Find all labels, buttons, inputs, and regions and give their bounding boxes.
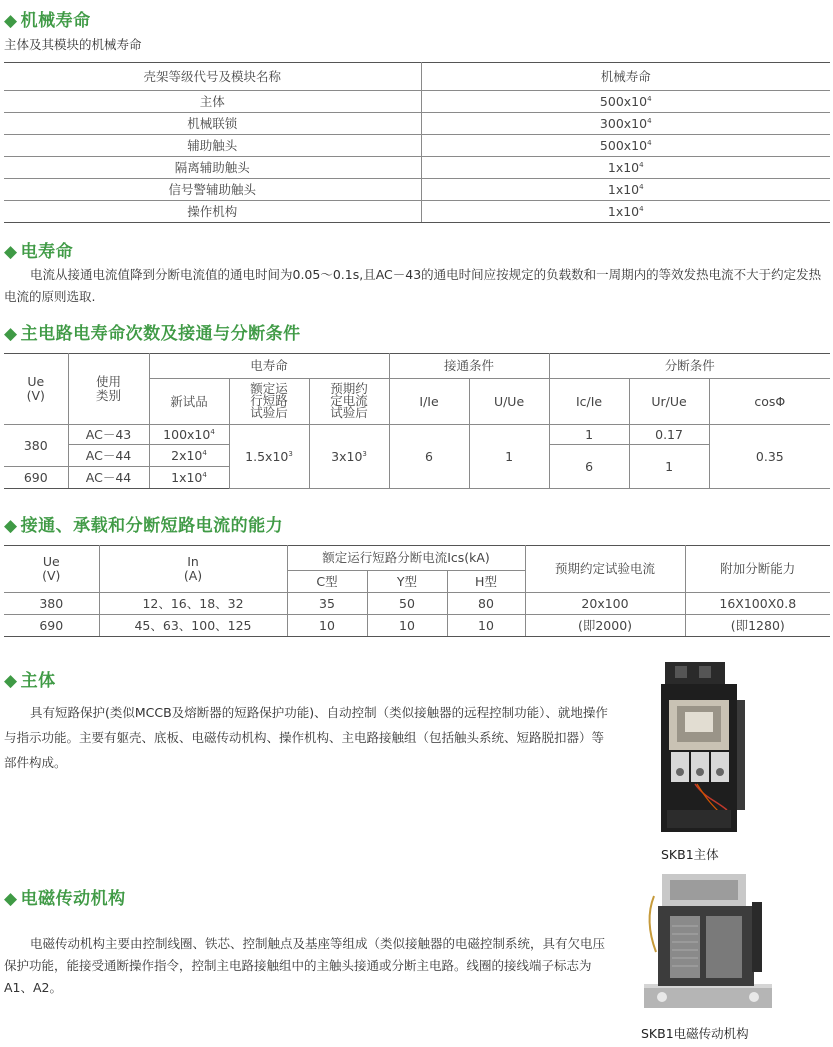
- header-cell-c: C型: [287, 571, 367, 593]
- table-cell: AC－44: [68, 467, 149, 489]
- table-cell: 20x100: [525, 593, 685, 615]
- skb1-em-drive-caption: SKB1电磁传动机构: [641, 1026, 749, 1041]
- skb1-em-drive-image: [640, 866, 780, 1016]
- section-title-main-circuit-life: ◆ 主电路电寿命次数及接通与分断条件: [4, 324, 301, 344]
- table-cell: $1x10^4$: [421, 201, 830, 223]
- table-row: [4, 113, 830, 135]
- table-cell: $1x10^4$: [421, 179, 830, 201]
- table-cell: 1: [469, 425, 549, 489]
- skb1-em-drive-illustration: [640, 866, 780, 1016]
- main-circuit-life-table: [4, 353, 830, 489]
- section-title-short-circuit: ◆ 接通、承载和分断短路电流的能力: [4, 516, 284, 536]
- elec-life-text: 电流从接通电流值降到分断电流值的通电时间为0.05～0.1s,且AC－43的通电时间应按规定的负载数和一周期内的等效发热电流不大于约定发热电流的原则选取.: [4, 267, 822, 304]
- header-cell-additional: 附加分断能力: [685, 546, 830, 593]
- table-cell: 380: [4, 425, 68, 467]
- header-cell-life: 电寿命: [149, 354, 389, 379]
- table-cell: 信号警辅助触头: [4, 179, 421, 201]
- table-row: [4, 615, 830, 637]
- header-cell-urue: Ur/Ue: [629, 379, 709, 425]
- header-cell-in: In (A): [99, 546, 287, 593]
- header-cell-ue: Ue (V): [4, 354, 68, 425]
- table-cell: 6: [549, 445, 629, 489]
- table-cell: $100x10^4$: [149, 425, 229, 445]
- table-cell: $1x10^4$: [421, 157, 830, 179]
- section-title-mech-life: ◆ 机械寿命: [4, 11, 91, 31]
- table-cell: $500x10^4$: [421, 135, 830, 157]
- table-cell: $1x10^4$: [149, 467, 229, 489]
- table-cell: $500x10^4$: [421, 91, 830, 113]
- table-cell: 690: [4, 467, 68, 489]
- table-cell: $300x10^4$: [421, 113, 830, 135]
- table-header-row: [4, 354, 830, 379]
- skb1-body-image: [655, 660, 755, 838]
- header-cell-icie: Ic/Ie: [549, 379, 629, 425]
- diamond-bullet-icon: ◆: [4, 671, 18, 691]
- table-row: [4, 91, 830, 113]
- mech-life-subtitle: 主体及其模块的机械寿命: [4, 37, 142, 52]
- table-cell: (即1280): [685, 615, 830, 637]
- diamond-bullet-icon: ◆: [4, 11, 18, 31]
- table-row: [4, 201, 830, 223]
- header-cell-ue: Ue (V): [4, 546, 99, 593]
- table-cell: AC－44: [68, 445, 149, 467]
- short-circuit-table: [4, 545, 830, 637]
- table-cell: (即2000): [525, 615, 685, 637]
- table-cell: 操作机构: [4, 201, 421, 223]
- diamond-bullet-icon: ◆: [4, 242, 18, 262]
- table-cell: 1: [549, 425, 629, 445]
- table-cell: 0.17: [629, 425, 709, 445]
- table-cell: AC－43: [68, 425, 149, 445]
- table-cell: 35: [287, 593, 367, 615]
- header-cell-prospective: 预期约 定电流 试验后: [309, 379, 389, 425]
- table-cell: $2x10^4$: [149, 445, 229, 467]
- em-drive-description: 电磁传动机构主要由控制线圈、铁芯、控制触点及基座等组成（类似接触器的电磁控制系统，具有欠电压保护功能，能接受通断操作指令，控制主电路接触组中的主触头接通或分断主电路。线圈的接线端子标志为A1、A2。: [4, 936, 606, 995]
- section-title-body: ◆ 主体: [4, 671, 56, 691]
- table-cell: 80: [447, 593, 525, 615]
- section-title-elec-life: ◆ 电寿命: [4, 242, 74, 262]
- header-cell-h: H型: [447, 571, 525, 593]
- table-cell: $3x10^3$: [309, 425, 389, 489]
- table-cell: 隔离辅助触头: [4, 157, 421, 179]
- table-cell: 12、16、18、32: [99, 593, 287, 615]
- skb1-body-caption: SKB1主体: [661, 847, 719, 862]
- table-cell: 辅助触头: [4, 135, 421, 157]
- table-header-row: [4, 63, 830, 91]
- table-cell: 690: [4, 615, 99, 637]
- table-row: [4, 593, 830, 615]
- mech-life-table: [4, 62, 830, 223]
- header-cell-y: Y型: [367, 571, 447, 593]
- table-cell: 45、63、100、125: [99, 615, 287, 637]
- table-cell: $1.5x10^3$: [229, 425, 309, 489]
- diamond-bullet-icon: ◆: [4, 889, 18, 909]
- header-cell-break: 分断条件: [549, 354, 830, 379]
- skb1-body-illustration: [655, 660, 755, 838]
- table-cell: 50: [367, 593, 447, 615]
- body-description: 具有短路保护(类似MCCB及熔断器的短路保护功能)、自动控制（类似接触器的远程控制功能）、就地操作与指示功能。主要有躯壳、底板、电磁传动机构、操作机构、主电路接触组（包括触头系统、短路脱扣器）等部件构成。: [4, 705, 608, 770]
- header-cell-prospective: 预期约定试验电流: [525, 546, 685, 593]
- table-row: [4, 179, 830, 201]
- header-cell-ics: 额定运行短路分断电流Ics(kA): [287, 546, 525, 571]
- table-cell: 主体: [4, 91, 421, 113]
- table-cell: 10: [287, 615, 367, 637]
- header-cell-new: 新试品: [149, 379, 229, 425]
- header-cell-ile: I/Ie: [389, 379, 469, 425]
- section-title-em-drive: ◆ 电磁传动机构: [4, 889, 126, 909]
- table-cell: 16X100X0.8: [685, 593, 830, 615]
- header-cell-category: 使用 类别: [68, 354, 149, 425]
- header-cell-make: 接通条件: [389, 354, 549, 379]
- header-cell-cos: cosΦ: [709, 379, 830, 425]
- header-cell-rated: 额定运 行短路 试验后: [229, 379, 309, 425]
- table-cell: 10: [447, 615, 525, 637]
- table-cell: 380: [4, 593, 99, 615]
- diamond-bullet-icon: ◆: [4, 324, 18, 344]
- table-row: [4, 135, 830, 157]
- table-cell: 6: [389, 425, 469, 489]
- table-row: [4, 157, 830, 179]
- header-cell: 壳架等级代号及模块名称: [4, 63, 421, 91]
- table-cell: 0.35: [709, 425, 830, 489]
- table-row: [4, 425, 830, 445]
- header-cell-uue: U/Ue: [469, 379, 549, 425]
- table-header-row: [4, 546, 830, 571]
- header-cell: 机械寿命: [421, 63, 830, 91]
- diamond-bullet-icon: ◆: [4, 516, 18, 536]
- table-cell: 机械联锁: [4, 113, 421, 135]
- table-cell: 1: [629, 445, 709, 489]
- table-cell: 10: [367, 615, 447, 637]
